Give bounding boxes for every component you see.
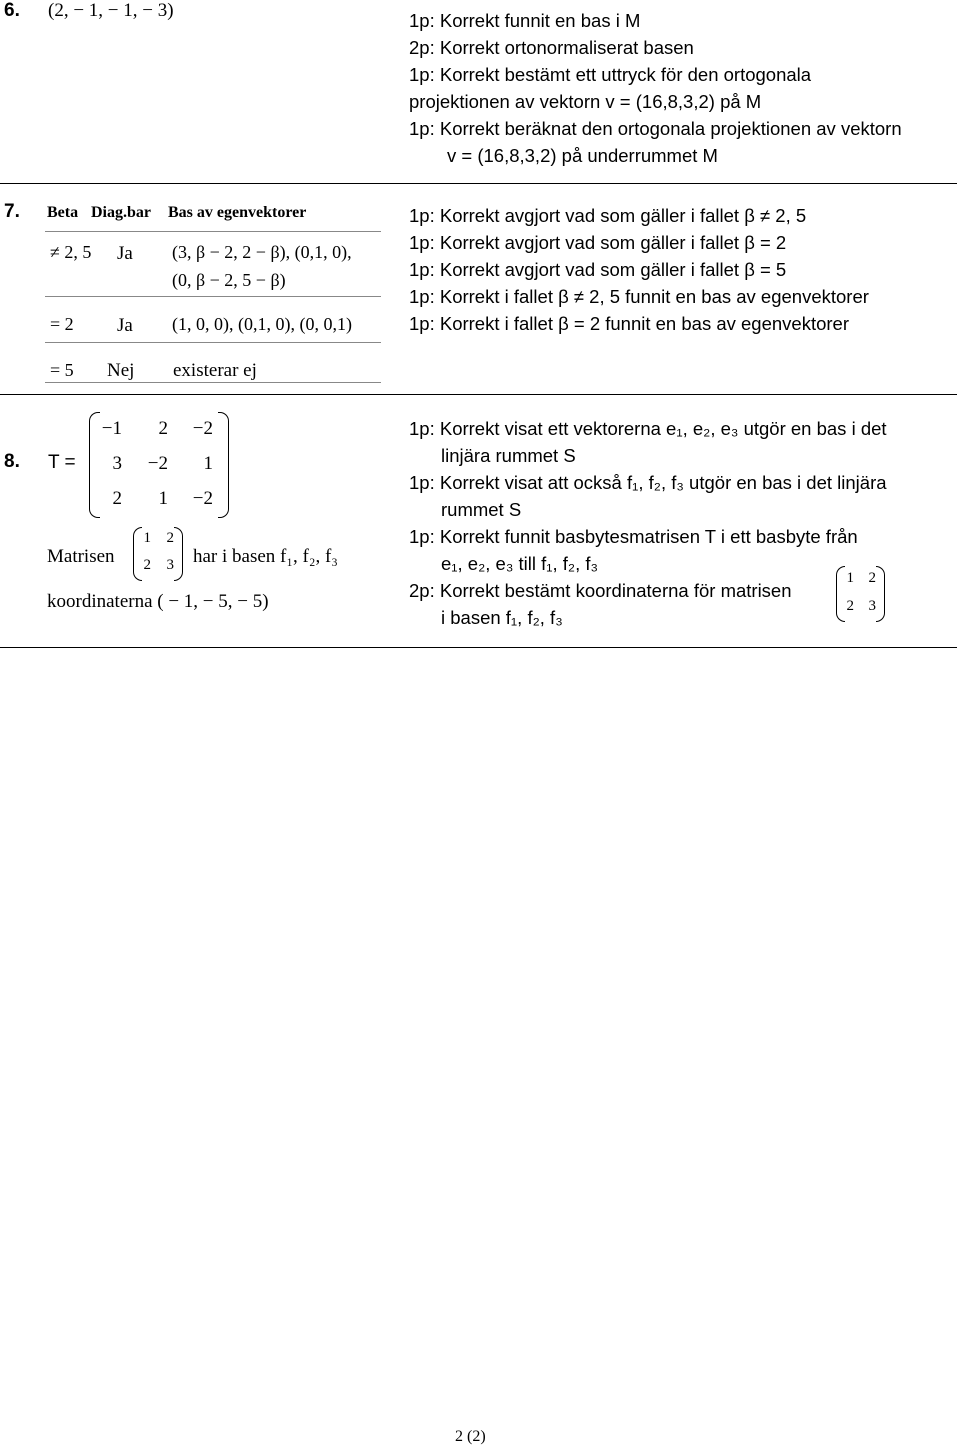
table-rule: [45, 231, 381, 232]
problem-7-criteria: [409, 202, 869, 337]
separator-rule: [0, 183, 957, 184]
row2-beta: = 2: [50, 314, 74, 334]
matrix-cell: 2: [868, 570, 876, 586]
criterion: 1p: Korrekt bestämt ett uttryck för den ortogonala: [409, 64, 812, 85]
row1-bas-line1: (3, β − 2, 2 − β), (0,1, 0),: [172, 242, 352, 262]
separator-rule: [0, 394, 957, 395]
matrix-cell: 3: [112, 453, 122, 474]
problem-8-number: 8.: [4, 451, 20, 472]
row1-beta: ≠ 2, 5: [50, 242, 92, 262]
matrix-cell: 1: [143, 530, 151, 546]
criterion: i basen f₁, f₂, f₃: [441, 607, 563, 628]
row1-bas-line2: (0, β − 2, 5 − β): [172, 270, 286, 290]
row2-bas: (1, 0, 0), (0,1, 0), (0, 0,1): [172, 314, 352, 334]
header-diag: Diag.bar: [91, 204, 151, 221]
row3-diag: Nej: [107, 360, 135, 381]
criterion: 1p: Korrekt funnit basbytesmatrisen T i ett basbyte från: [409, 526, 858, 547]
problem-6-number: 6.: [4, 0, 20, 21]
row2-diag: Ja: [117, 315, 133, 336]
problem-6-criteria: [409, 7, 902, 169]
matrix-cell: −2: [192, 418, 213, 439]
separator-rule: [0, 647, 957, 648]
criterion: 1p: Korrekt funnit en bas i M: [409, 10, 641, 31]
matrix-cell: 3: [166, 557, 174, 573]
criterion: 1p: Korrekt i fallet β ≠ 2, 5 funnit en bas av egenvektorer: [409, 286, 869, 307]
header-beta: Beta: [47, 204, 79, 221]
criterion: e₁, e₂, e₃ till f₁, f₂, f₃: [441, 553, 599, 574]
criterion: 1p: Korrekt avgjort vad som gäller i fallet β = 2: [409, 232, 787, 253]
matrix-cell: 3: [868, 598, 876, 614]
row3-bas: existerar ej: [173, 360, 257, 381]
table-rule: [45, 342, 381, 343]
header-bas: Bas av egenvektorer: [168, 204, 307, 221]
criterion: 1p: Korrekt i fallet β = 2 funnit en bas av egenvektorer: [409, 313, 849, 334]
matrix-cell: 1: [846, 570, 854, 586]
matrix-cell: 2: [158, 418, 168, 439]
koordinaterna: koordinaterna ( − 1, − 5, − 5): [47, 591, 269, 612]
matrix-cell: 1: [158, 488, 168, 509]
criterion: v = (16,8,3,2) på underrummet M: [447, 145, 718, 166]
right-paren: [876, 566, 885, 622]
criterion: 2p: Korrekt bestämt koordinaterna för matrisen: [409, 580, 792, 601]
table-rule: [45, 382, 381, 383]
matrix-cell: 2: [846, 598, 854, 614]
matrix-cell: 2: [143, 557, 151, 573]
right-paren: [218, 412, 229, 518]
problem-8-criteria: [409, 415, 887, 631]
criterion: 1p: Korrekt visat att också f₁, f₂, f₃ utgör en bas i det linjära: [409, 472, 887, 493]
matrix-cell: −2: [147, 453, 168, 474]
matrisen-label: Matrisen: [47, 546, 115, 567]
matrix-cell: −1: [101, 418, 122, 439]
criterion: projektionen av vektorn v = (16,8,3,2) på M: [409, 91, 762, 112]
matrix-cell: 2: [112, 488, 122, 509]
right-paren: [174, 527, 183, 581]
criterion: 1p: Korrekt visat ett vektorerna e₁, e₂, e₃ utgör en bas i det: [409, 418, 887, 439]
problem-7-number: 7.: [4, 201, 20, 222]
criterion: 2p: Korrekt ortonormaliserat basen: [409, 37, 694, 58]
criterion: 1p: Korrekt beräknat den ortogonala projektionen av vektorn: [409, 118, 902, 139]
table-rule: [45, 296, 381, 297]
t-matrix-label: T =: [48, 452, 76, 473]
criterion: linjära rummet S: [441, 445, 576, 466]
matrix-cell: −2: [192, 488, 213, 509]
har-i-basen: har i basen f₁, f₂, f₃: [193, 546, 338, 567]
row3-beta: = 5: [50, 360, 74, 380]
problem-6-answer: (2, − 1, − 1, − 3): [48, 0, 174, 21]
criterion: rummet S: [441, 499, 522, 520]
page-number: 2 (2): [455, 1428, 486, 1445]
matrix-cell: 1: [203, 453, 213, 474]
criterion: 1p: Korrekt avgjort vad som gäller i fallet β ≠ 2, 5: [409, 205, 807, 226]
matrix-cell: 2: [166, 530, 174, 546]
criterion: 1p: Korrekt avgjort vad som gäller i fallet β = 5: [409, 259, 787, 280]
row1-diag: Ja: [117, 243, 133, 264]
